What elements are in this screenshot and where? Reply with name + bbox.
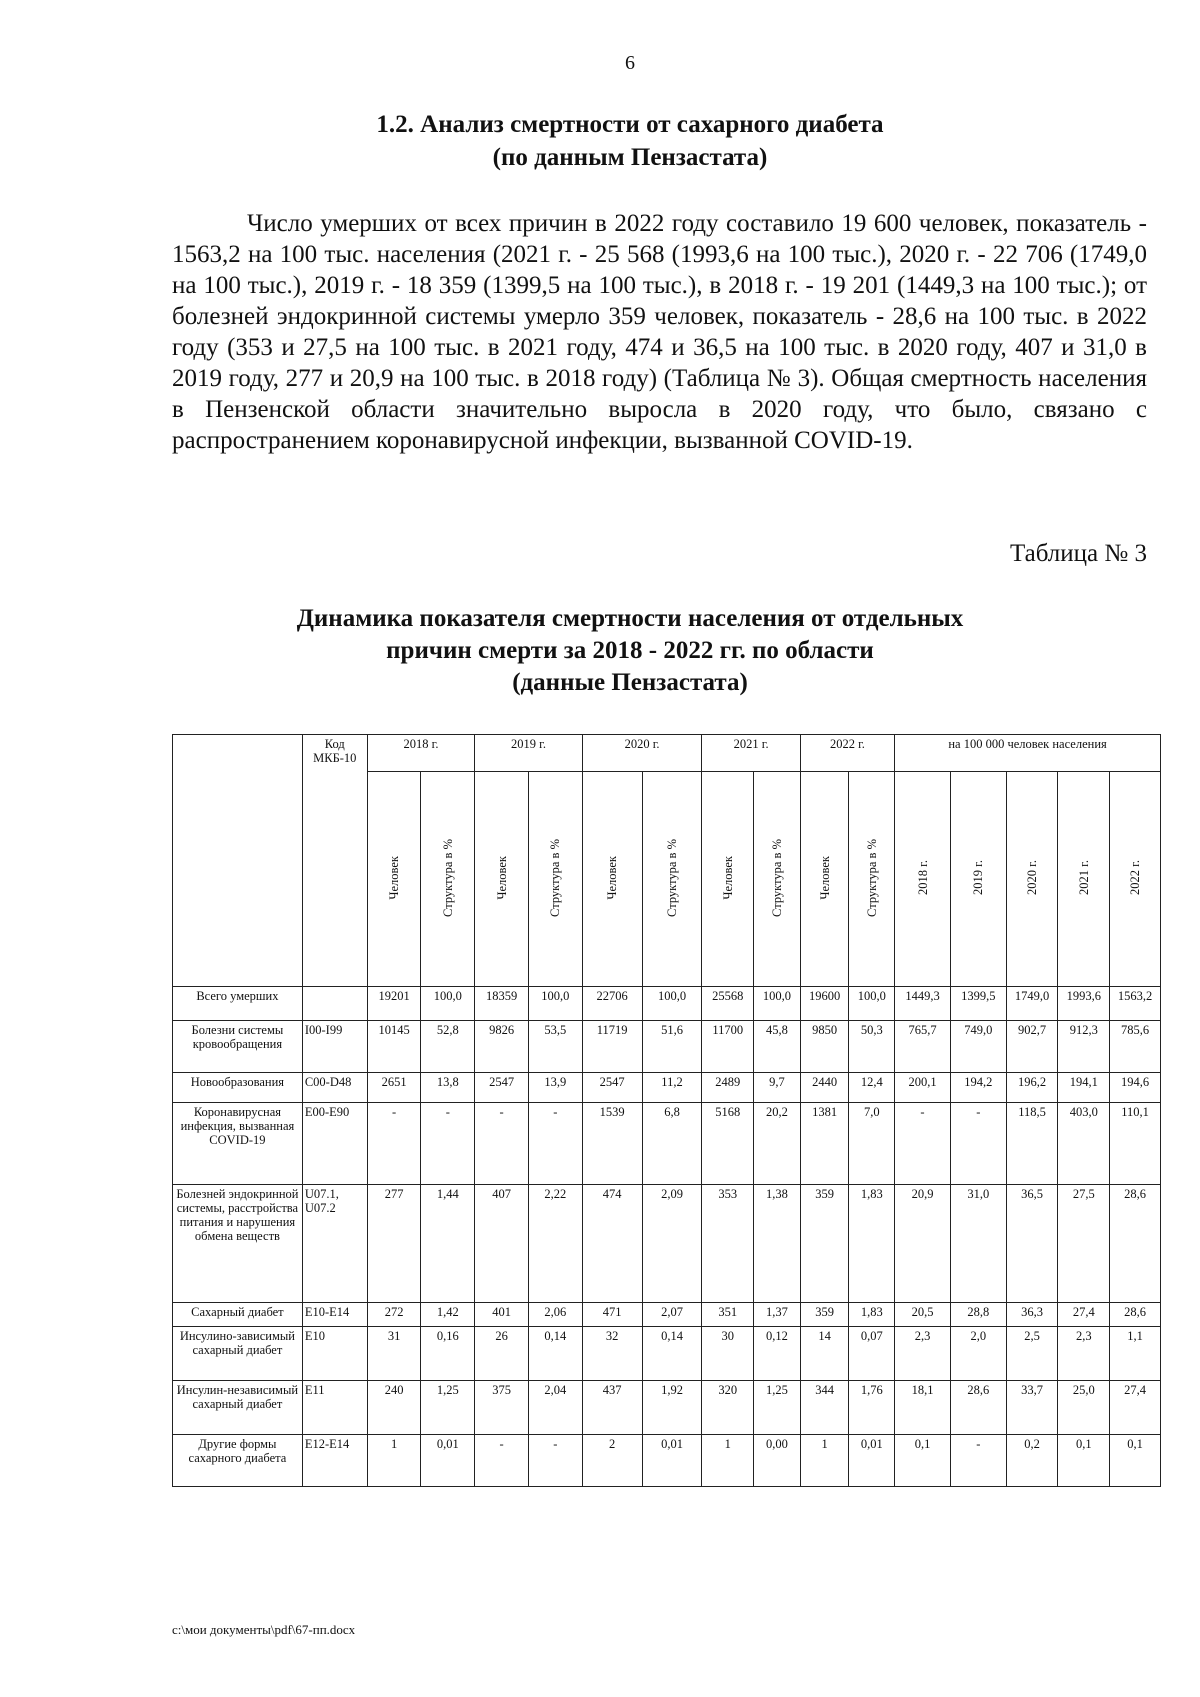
value-cell: 28,6 <box>950 1381 1006 1435</box>
table-number-label: Таблица № 3 <box>1009 540 1147 567</box>
value-cell: 20,5 <box>895 1303 951 1327</box>
value-cell: 359 <box>800 1303 849 1327</box>
value-cell: 749,0 <box>950 1021 1006 1073</box>
table-title-line-2: причин смерти за 2018 - 2022 гг. по области <box>386 637 874 664</box>
icd-code-cell: E00-E90 <box>302 1103 367 1185</box>
row-label-cell: Инсулино-зависимый сахарный диабет <box>173 1327 303 1381</box>
value-cell: 1,42 <box>421 1303 475 1327</box>
value-cell: 1539 <box>582 1103 642 1185</box>
value-cell: 2,5 <box>1006 1327 1058 1381</box>
people-subheader: Человек <box>367 772 421 987</box>
structure-subheader: Структура в % <box>421 772 475 987</box>
people-subheader: Человек <box>702 772 754 987</box>
table-header-row-1 <box>173 735 1161 772</box>
row-label-cell: Всего умерших <box>173 987 303 1021</box>
value-cell: 2651 <box>367 1073 421 1103</box>
icd-code-cell: E10 <box>302 1327 367 1381</box>
value-cell: 785,6 <box>1110 1021 1161 1073</box>
icd-code-cell: U07.1, U07.2 <box>302 1185 367 1303</box>
value-cell: 196,2 <box>1006 1073 1058 1103</box>
value-cell: 1 <box>367 1435 421 1487</box>
people-subheader: Человек <box>800 772 849 987</box>
value-cell: 471 <box>582 1303 642 1327</box>
value-cell: 11,2 <box>642 1073 702 1103</box>
year-header: 2020 г. <box>582 735 702 772</box>
value-cell: 0,12 <box>754 1327 801 1381</box>
value-cell: 18359 <box>475 987 529 1021</box>
row-label-cell: Болезней эндокринной системы, расстройства питания и нарушения обмена веществ <box>173 1185 303 1303</box>
table-row <box>173 1435 1161 1487</box>
value-cell: 200,1 <box>895 1073 951 1103</box>
row-label-cell: Другие формы сахарного диабета <box>173 1435 303 1487</box>
value-cell: - <box>528 1103 582 1185</box>
year-header: 2021 г. <box>702 735 800 772</box>
value-cell: - <box>528 1435 582 1487</box>
value-cell: 33,7 <box>1006 1381 1058 1435</box>
value-cell: 32 <box>582 1327 642 1381</box>
value-cell: 100,0 <box>528 987 582 1021</box>
value-cell: 0,07 <box>849 1327 895 1381</box>
value-cell: 26 <box>475 1327 529 1381</box>
value-cell: 0,01 <box>849 1435 895 1487</box>
year-header: 2022 г. <box>800 735 894 772</box>
value-cell: 1,25 <box>421 1381 475 1435</box>
icd-code-cell: E10-E14 <box>302 1303 367 1327</box>
value-cell: 0,14 <box>528 1327 582 1381</box>
value-cell: 36,5 <box>1006 1185 1058 1303</box>
value-cell: 13,9 <box>528 1073 582 1103</box>
structure-subheader: Структура в % <box>528 772 582 987</box>
mortality-table <box>172 734 1161 1487</box>
value-cell: 14 <box>800 1327 849 1381</box>
value-cell: 28,6 <box>1110 1185 1161 1303</box>
value-cell: 45,8 <box>754 1021 801 1073</box>
value-cell: 765,7 <box>895 1021 951 1073</box>
value-cell: 100,0 <box>754 987 801 1021</box>
table-row <box>173 1327 1161 1381</box>
value-cell: 1 <box>800 1435 849 1487</box>
value-cell: - <box>475 1435 529 1487</box>
value-cell: 28,6 <box>1110 1303 1161 1327</box>
per-100k-year-subheader: 2019 г. <box>950 772 1006 987</box>
value-cell: 1,38 <box>754 1185 801 1303</box>
table-row <box>173 1381 1161 1435</box>
icd-code-header: Код МКБ-10 <box>302 735 367 987</box>
value-cell: 0,16 <box>421 1327 475 1381</box>
value-cell: 344 <box>800 1381 849 1435</box>
table-title <box>0 603 1200 699</box>
value-cell: 375 <box>475 1381 529 1435</box>
value-cell: 27,5 <box>1058 1185 1110 1303</box>
value-cell: 0,01 <box>421 1435 475 1487</box>
value-cell: 1,37 <box>754 1303 801 1327</box>
row-label-cell: Сахарный диабет <box>173 1303 303 1327</box>
value-cell: 1399,5 <box>950 987 1006 1021</box>
value-cell: 11700 <box>702 1021 754 1073</box>
value-cell: 1,44 <box>421 1185 475 1303</box>
value-cell: 2,04 <box>528 1381 582 1435</box>
year-header: 2018 г. <box>367 735 475 772</box>
table-row <box>173 1303 1161 1327</box>
value-cell: 353 <box>702 1185 754 1303</box>
per-100k-header: на 100 000 человек населения <box>895 735 1161 772</box>
value-cell: 30 <box>702 1327 754 1381</box>
value-cell: 1993,6 <box>1058 987 1110 1021</box>
value-cell: 0,1 <box>1110 1435 1161 1487</box>
value-cell: 31 <box>367 1327 421 1381</box>
value-cell: 240 <box>367 1381 421 1435</box>
table-body <box>173 987 1161 1487</box>
value-cell: 1 <box>702 1435 754 1487</box>
value-cell: 912,3 <box>1058 1021 1110 1073</box>
value-cell: 1,25 <box>754 1381 801 1435</box>
value-cell: 100,0 <box>421 987 475 1021</box>
value-cell: 2,22 <box>528 1185 582 1303</box>
value-cell: 1,1 <box>1110 1327 1161 1381</box>
people-subheader: Человек <box>475 772 529 987</box>
value-cell: 277 <box>367 1185 421 1303</box>
value-cell: 53,5 <box>528 1021 582 1073</box>
value-cell: 25,0 <box>1058 1381 1110 1435</box>
structure-subheader: Структура в % <box>754 772 801 987</box>
value-cell: 320 <box>702 1381 754 1435</box>
value-cell: - <box>950 1435 1006 1487</box>
value-cell: 1,83 <box>849 1185 895 1303</box>
value-cell: 2,3 <box>1058 1327 1110 1381</box>
per-100k-year-subheader: 2018 г. <box>895 772 951 987</box>
value-cell: 1381 <box>800 1103 849 1185</box>
value-cell: 194,1 <box>1058 1073 1110 1103</box>
structure-subheader: Структура в % <box>849 772 895 987</box>
value-cell: - <box>421 1103 475 1185</box>
value-cell: 0,01 <box>642 1435 702 1487</box>
structure-subheader: Структура в % <box>642 772 702 987</box>
value-cell: 20,9 <box>895 1185 951 1303</box>
icd-code-cell <box>302 987 367 1021</box>
year-header: 2019 г. <box>475 735 583 772</box>
value-cell: 19201 <box>367 987 421 1021</box>
value-cell: 10145 <box>367 1021 421 1073</box>
page-number: 6 <box>625 52 635 74</box>
value-cell: 9,7 <box>754 1073 801 1103</box>
value-cell: 2489 <box>702 1073 754 1103</box>
value-cell: 2547 <box>475 1073 529 1103</box>
value-cell: 401 <box>475 1303 529 1327</box>
value-cell: 272 <box>367 1303 421 1327</box>
value-cell: 2547 <box>582 1073 642 1103</box>
row-label-cell: Инсулин-независимый сахарный диабет <box>173 1381 303 1435</box>
corner-header-cell <box>173 735 303 987</box>
value-cell: 194,2 <box>950 1073 1006 1103</box>
table-row <box>173 1185 1161 1303</box>
value-cell: 0,2 <box>1006 1435 1058 1487</box>
table-row <box>173 987 1161 1021</box>
per-100k-year-subheader: 2020 г. <box>1006 772 1058 987</box>
value-cell: 1449,3 <box>895 987 951 1021</box>
value-cell: 1,92 <box>642 1381 702 1435</box>
section-heading-line-1: 1.2. Анализ смертности от сахарного диабета <box>376 111 884 138</box>
icd-code-cell: E11 <box>302 1381 367 1435</box>
row-label-cell: Болезни системы кровообращения <box>173 1021 303 1073</box>
table-row <box>173 1103 1161 1185</box>
value-cell: 6,8 <box>642 1103 702 1185</box>
value-cell: 12,4 <box>849 1073 895 1103</box>
value-cell: 2,09 <box>642 1185 702 1303</box>
value-cell: 0,00 <box>754 1435 801 1487</box>
value-cell: 50,3 <box>849 1021 895 1073</box>
value-cell: 5168 <box>702 1103 754 1185</box>
value-cell: - <box>950 1103 1006 1185</box>
value-cell: 9850 <box>800 1021 849 1073</box>
section-heading <box>0 108 1200 174</box>
value-cell: 194,6 <box>1110 1073 1161 1103</box>
value-cell: 13,8 <box>421 1073 475 1103</box>
value-cell: 9826 <box>475 1021 529 1073</box>
value-cell: 2,0 <box>950 1327 1006 1381</box>
value-cell: - <box>475 1103 529 1185</box>
value-cell: 118,5 <box>1006 1103 1058 1185</box>
table-row <box>173 1073 1161 1103</box>
value-cell: 110,1 <box>1110 1103 1161 1185</box>
value-cell: 11719 <box>582 1021 642 1073</box>
value-cell: - <box>367 1103 421 1185</box>
row-label-cell: Новообразования <box>173 1073 303 1103</box>
value-cell: 0,1 <box>895 1435 951 1487</box>
value-cell: 2440 <box>800 1073 849 1103</box>
value-cell: 27,4 <box>1058 1303 1110 1327</box>
value-cell: 1,83 <box>849 1303 895 1327</box>
value-cell: 19600 <box>800 987 849 1021</box>
value-cell: 27,4 <box>1110 1381 1161 1435</box>
icd-code-cell: I00-I99 <box>302 1021 367 1073</box>
value-cell: 2,3 <box>895 1327 951 1381</box>
value-cell: 100,0 <box>642 987 702 1021</box>
per-100k-year-subheader: 2022 г. <box>1110 772 1161 987</box>
value-cell: 20,2 <box>754 1103 801 1185</box>
row-label-cell: Коронавирусная инфекция, вызванная COVID-19 <box>173 1103 303 1185</box>
value-cell: 351 <box>702 1303 754 1327</box>
value-cell: 25568 <box>702 987 754 1021</box>
value-cell: 902,7 <box>1006 1021 1058 1073</box>
value-cell: 1749,0 <box>1006 987 1058 1021</box>
value-cell: 437 <box>582 1381 642 1435</box>
value-cell: 2,07 <box>642 1303 702 1327</box>
value-cell: 403,0 <box>1058 1103 1110 1185</box>
value-cell: 474 <box>582 1185 642 1303</box>
value-cell: 0,1 <box>1058 1435 1110 1487</box>
value-cell: 18,1 <box>895 1381 951 1435</box>
value-cell: 1563,2 <box>1110 987 1161 1021</box>
value-cell: 52,8 <box>421 1021 475 1073</box>
value-cell: 407 <box>475 1185 529 1303</box>
value-cell: 7,0 <box>849 1103 895 1185</box>
table-row <box>173 1021 1161 1073</box>
icd-code-cell: C00-D48 <box>302 1073 367 1103</box>
value-cell: 100,0 <box>849 987 895 1021</box>
value-cell: 2,06 <box>528 1303 582 1327</box>
value-cell: 0,14 <box>642 1327 702 1381</box>
value-cell: 51,6 <box>642 1021 702 1073</box>
value-cell: 36,3 <box>1006 1303 1058 1327</box>
icd-code-cell: E12-E14 <box>302 1435 367 1487</box>
value-cell: 359 <box>800 1185 849 1303</box>
people-subheader: Человек <box>582 772 642 987</box>
table-title-line-1: Динамика показателя смертности населения от отдельных <box>296 605 964 632</box>
section-heading-line-2: (по данным Пензастата) <box>492 144 768 171</box>
value-cell: 2 <box>582 1435 642 1487</box>
footer-file-path: c:\мои документы\pdf\67-пп.docx <box>172 1622 356 1637</box>
value-cell: 22706 <box>582 987 642 1021</box>
value-cell: 28,8 <box>950 1303 1006 1327</box>
table-title-line-3: (данные Пензастата) <box>512 669 748 696</box>
value-cell: 31,0 <box>950 1185 1006 1303</box>
value-cell: 1,76 <box>849 1381 895 1435</box>
value-cell: - <box>895 1103 951 1185</box>
body-paragraph: Число умерших от всех причин в 2022 году составило 19 600 человек, показатель - 1563,2 на 100 тыс. населения (2021 г. - 25 568 (1993,6 на 100 тыс.), 2020 г. - 22 706 (1749,0 на 100 тыс.), 2019 г. - 18 359 (1399,5 на 100 тыс.), в 2018 г. - 19 201 (1449,3 на 100 тыс.); от болезней эндокринной системы умерло 359 человек, показатель - 28,6 на 100 тыс. в 2022 году (353 и 27,5 на 100 тыс. в 2021 году, 474 и 36,5 на 100 тыс. в 2020 году, 407 и 31,0 в 2019 году, 277 и 20,9 на 100 тыс. в 2018 году) (Таблица № 3). Общая смертность населения в Пензенской области значительно выросла в 2020 году, что было, связано с распространением коронавирусной инфекции, вызванной COVID-19. <box>172 210 1147 454</box>
per-100k-year-subheader: 2021 г. <box>1058 772 1110 987</box>
